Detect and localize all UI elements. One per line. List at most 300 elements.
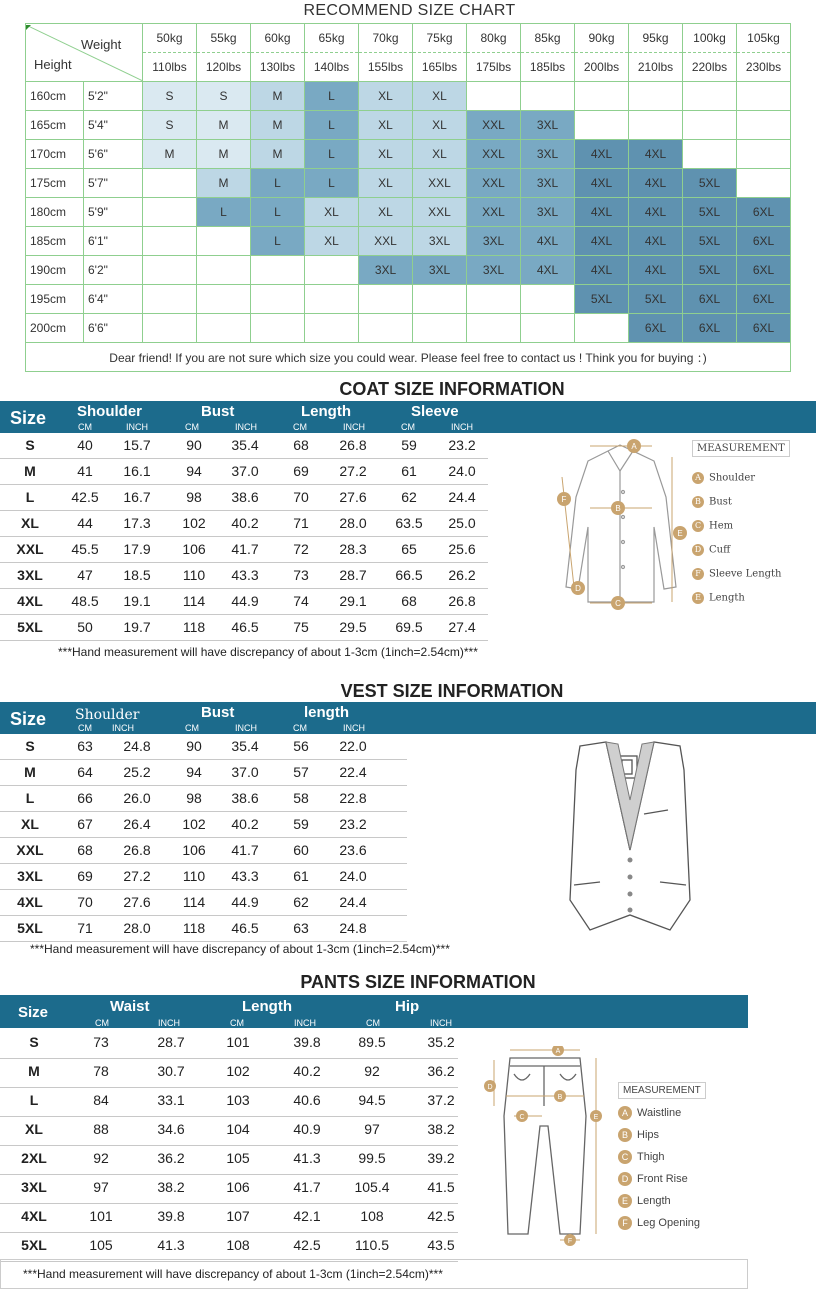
recommend-title: RECOMMEND SIZE CHART [303,2,516,19]
pants-value-cell: 103 [226,1092,250,1108]
svg-text:E: E [593,1114,599,1121]
weight-lbs-cell: 230lbs [737,53,791,82]
pants-value-cell: 97 [364,1121,380,1137]
coat-value-cell: 73 [293,567,309,583]
pants-value-cell: 43.5 [427,1237,455,1253]
height-row [26,140,791,169]
coat-value-cell: 50 [77,619,93,635]
vest-size-cell: 4XL [17,894,43,910]
coat-value-cell: 24.4 [448,489,476,505]
height-cm-cell: 175cm [26,169,84,198]
size-cell [359,285,413,314]
vest-value-cell: 58 [293,790,309,806]
coat-row-divider [0,588,488,589]
size-cell: L [251,227,305,256]
height-inch-cell: 6'2" [84,256,143,285]
size-cell: 4XL [575,198,629,227]
height-row [26,256,791,285]
vest-size-cell: L [25,790,35,806]
vest-note: ***Hand measurement will have discrepancy of about 1-3cm (1inch=2.54cm)*** [30,942,450,956]
size-cell: XXL [413,198,467,227]
vest-value-cell: 118 [182,920,206,936]
size-cell: M [197,111,251,140]
height-label: Height [34,56,72,72]
svg-text:C: C [615,599,621,608]
coat-value-cell: 40 [77,437,93,453]
vest-size-header: Size [10,709,47,729]
vest-value-cell: 59 [293,816,309,832]
coat-legend-label: Hem [709,520,734,532]
pants-legend-label: Waistline [637,1106,682,1119]
weight-kg-cell: 65kg [305,24,359,53]
pants-row-divider [0,1174,458,1175]
coat-value-cell: 110 [182,567,206,583]
size-cell: 5XL [683,198,737,227]
coat-legend-label: Cuff [709,544,731,556]
pants-value-cell: 40.6 [293,1092,321,1108]
pants-legend-marker: F [618,1216,632,1230]
pants-legend-marker: A [618,1106,632,1120]
coat-value-cell: 15.7 [123,437,151,453]
pants-value-cell: 38.2 [157,1179,185,1195]
pants-value-cell: 42.1 [293,1208,321,1224]
size-cell: 4XL [575,140,629,169]
weight-kg-cell: 60kg [251,24,305,53]
svg-text:F: F [561,495,567,504]
coat-value-cell: 40.2 [231,515,259,531]
size-cell: M [251,82,305,111]
pants-size-cell: 4XL [21,1208,47,1224]
size-cell: 5XL [683,227,737,256]
weight-label: Weight [81,36,122,52]
pants-value-cell: 84 [93,1092,109,1108]
coat-value-cell: 114 [182,593,206,609]
vest-value-cell: 69 [77,868,93,884]
coat-value-cell: 65 [401,541,417,557]
weight-lbs-cell: 200lbs [575,53,629,82]
coat-legend-item [692,568,782,580]
size-cell [251,314,305,343]
coat-value-cell: 48.5 [71,593,99,609]
size-cell [305,314,359,343]
coat-legend-item [692,520,733,532]
height-row [26,227,791,256]
size-cell [467,82,521,111]
weight-kg-cell: 95kg [629,24,683,53]
coat-value-cell: 17.9 [123,541,151,557]
size-cell: XXL [413,169,467,198]
vest-value-cell: 38.6 [231,790,259,806]
pants-legend-item [618,1128,659,1142]
coat-value-cell: 26.8 [448,593,476,609]
corner-diagonal [26,25,143,81]
vest-size-cell: M [24,764,36,780]
weight-lbs-cell: 140lbs [305,53,359,82]
size-cell: XL [359,82,413,111]
vest-sub-cm: CM [78,723,92,733]
pants-note: ***Hand measurement will have discrepancy of about 1-3cm (1inch=2.54cm)*** [23,1267,443,1281]
pants-value-cell: 101 [226,1034,250,1050]
pants-value-cell: 39.8 [157,1208,185,1224]
coat-sub-inch: INCH [451,422,473,432]
pants-value-cell: 36.2 [157,1150,185,1166]
pants-legend-item [618,1194,671,1208]
weight-kg-cell: 85kg [521,24,575,53]
size-cell: 4XL [575,256,629,285]
coat-value-cell: 44.9 [231,593,259,609]
coat-value-cell: 28.0 [339,515,367,531]
weight-kg-cell: 90kg [575,24,629,53]
size-cell: 3XL [521,169,575,198]
coat-title: COAT SIZE INFORMATION [339,379,565,399]
coat-value-cell: 70 [293,489,309,505]
size-cell [737,111,791,140]
pants-legend-item [618,1150,665,1164]
size-cell: S [143,82,197,111]
size-cell [737,140,791,169]
size-cell [413,314,467,343]
pants-illustration [484,1046,609,1246]
pants-sub-inch: INCH [430,1018,452,1028]
size-cell [305,256,359,285]
coat-sub-cm: CM [185,422,199,432]
coat-value-cell: 27.6 [339,489,367,505]
coat-legend [692,440,802,610]
coat-size-cell: XL [21,515,39,531]
coat-size-cell: 5XL [17,619,43,635]
vest-header-bar [0,702,816,734]
size-cell [521,285,575,314]
vest-value-cell: 64 [77,764,93,780]
size-cell [197,256,251,285]
pants-legend [618,1082,738,1242]
size-cell: 5XL [629,285,683,314]
coat-value-cell: 98 [186,489,202,505]
size-cell: 6XL [683,285,737,314]
coat-size-cell: 4XL [17,593,43,609]
coat-sub-cm: CM [401,422,415,432]
height-inch-cell: 5'6" [84,140,143,169]
height-inch-cell: 6'4" [84,285,143,314]
height-inch-cell: 5'4" [84,111,143,140]
size-cell: XXL [359,227,413,256]
weight-lbs-cell: 175lbs [467,53,521,82]
pants-header-waist: Waist [110,998,150,1015]
size-cell: M [197,140,251,169]
vest-header-shoulder: Shoulder [75,707,140,723]
coat-value-cell: 47 [77,567,93,583]
size-cell: M [251,111,305,140]
vest-value-cell: 43.3 [231,868,259,884]
vest-value-cell: 63 [77,738,93,754]
pants-sub-cm: CM [366,1018,380,1028]
weight-lbs-cell: 155lbs [359,53,413,82]
vest-value-cell: 106 [182,842,206,858]
vest-value-cell: 23.6 [339,842,367,858]
vest-value-cell: 63 [293,920,309,936]
coat-value-cell: 69 [293,463,309,479]
vest-row-divider [0,889,407,890]
pants-value-cell: 37.2 [427,1092,455,1108]
coat-value-cell: 28.3 [339,541,367,557]
coat-value-cell: 37.0 [231,463,259,479]
vest-sub-inch: INCH [343,723,365,733]
vest-value-cell: 70 [77,894,93,910]
size-cell: 4XL [629,256,683,285]
coat-size-cell: M [24,463,36,479]
size-cell: L [251,198,305,227]
vest-size-cell: S [25,738,35,754]
size-cell: XL [359,111,413,140]
size-cell: 4XL [629,198,683,227]
coat-legend-title: MEASUREMENT [692,440,790,457]
coat-size-cell: XXL [16,541,44,557]
vest-value-cell: 22.4 [339,764,367,780]
size-cell [197,285,251,314]
pants-size-cell: M [28,1063,40,1079]
pants-value-cell: 39.2 [427,1150,455,1166]
coat-value-cell: 43.3 [231,567,259,583]
size-cell [143,198,197,227]
coat-value-cell: 28.7 [339,567,367,583]
coat-sub-inch: INCH [126,422,148,432]
size-cell [197,227,251,256]
size-cell [413,285,467,314]
coat-value-cell: 29.5 [339,619,367,635]
size-cell: 4XL [521,227,575,256]
pants-size-header: Size [18,1004,49,1021]
size-cell: 4XL [575,227,629,256]
pants-sub-cm: CM [95,1018,109,1028]
coat-value-cell: 42.5 [71,489,99,505]
pants-header-hip: Hip [395,998,420,1015]
pants-row-divider [0,1203,458,1204]
size-cell: L [197,198,251,227]
vest-header-bust: Bust [201,704,235,721]
pants-legend-label: Length [637,1194,671,1207]
size-cell: 6XL [737,285,791,314]
pants-value-cell: 34.6 [157,1121,185,1137]
weight-kg-row [26,24,791,53]
coat-header-length: Length [301,403,351,420]
size-cell [575,314,629,343]
vest-value-cell: 26.4 [123,816,151,832]
vest-size-cell: 5XL [17,920,43,936]
pants-legend-marker: C [618,1150,632,1164]
coat-value-cell: 45.5 [71,541,99,557]
vest-value-cell: 22.8 [339,790,367,806]
pants-header-length: Length [242,998,292,1015]
vest-value-cell: 23.2 [339,816,367,832]
coat-size-cell: S [25,437,35,453]
coat-value-cell: 94 [186,463,202,479]
weight-lbs-cell: 210lbs [629,53,683,82]
pants-value-cell: 92 [93,1150,109,1166]
coat-row-divider [0,614,488,615]
coat-legend-label: Sleeve Length [709,568,782,580]
coat-value-cell: 41 [77,463,93,479]
coat-legend-marker: F [692,568,704,580]
pants-legend-label: Hips [637,1128,660,1141]
vest-value-cell: 61 [293,868,309,884]
size-cell [467,285,521,314]
size-cell: 6XL [683,314,737,343]
pants-value-cell: 101 [89,1208,113,1224]
coat-value-cell: 68 [401,593,417,609]
pants-value-cell: 88 [93,1121,109,1137]
pants-value-cell: 102 [226,1063,250,1079]
coat-value-cell: 17.3 [123,515,151,531]
coat-value-cell: 26.8 [339,437,367,453]
coat-value-cell: 19.1 [123,593,151,609]
size-cell: 6XL [629,314,683,343]
height-row [26,169,791,198]
coat-value-cell: 44 [77,515,93,531]
coat-legend-label: Bust [709,496,732,508]
coat-value-cell: 35.4 [231,437,259,453]
vest-sub-cm: CM [185,723,199,733]
pants-sub-inch: INCH [158,1018,180,1028]
vest-row-divider [0,863,407,864]
size-cell [629,82,683,111]
vest-title: VEST SIZE INFORMATION [340,681,564,701]
weight-kg-cell: 70kg [359,24,413,53]
coat-value-cell: 46.5 [231,619,259,635]
pants-legend-marker: E [618,1194,632,1208]
vest-value-cell: 102 [182,816,206,832]
vest-value-cell: 90 [186,738,202,754]
coat-legend-item [692,472,755,484]
pants-value-cell: 97 [93,1179,109,1195]
weight-kg-cell: 105kg [737,24,791,53]
vest-size-cell: XXL [16,842,44,858]
coat-value-cell: 68 [293,437,309,453]
pants-title: PANTS SIZE INFORMATION [300,972,536,992]
height-cm-cell: 165cm [26,111,84,140]
size-cell [143,227,197,256]
size-cell: XL [359,198,413,227]
size-cell: S [143,111,197,140]
pants-legend-label: Thigh [637,1150,665,1163]
weight-kg-cell: 100kg [683,24,737,53]
pants-value-cell: 41.3 [157,1237,185,1253]
size-cell [143,256,197,285]
coat-row-divider [0,562,488,563]
vest-value-cell: 28.0 [123,920,151,936]
weight-kg-cell: 75kg [413,24,467,53]
coat-value-cell: 62 [401,489,417,505]
coat-value-cell: 41.7 [231,541,259,557]
coat-legend-item [692,544,730,556]
coat-value-cell: 63.5 [395,515,423,531]
height-row [26,111,791,140]
coat-sub-cm: CM [78,422,92,432]
coat-value-cell: 16.1 [123,463,151,479]
size-cell: M [251,140,305,169]
coat-size-cell: 3XL [17,567,43,583]
vest-row-divider [0,811,407,812]
size-cell: 6XL [737,198,791,227]
coat-value-cell: 19.7 [123,619,151,635]
vest-value-cell: 71 [77,920,93,936]
pants-value-cell: 41.5 [427,1179,455,1195]
weight-kg-cell: 80kg [467,24,521,53]
height-cm-cell: 190cm [26,256,84,285]
recommend-table-body [26,24,791,372]
coat-size-cell: L [25,489,35,505]
weight-lbs-cell: 110lbs [143,53,197,82]
size-cell: 3XL [521,198,575,227]
size-cell: XXL [467,198,521,227]
coat-sub-cm: CM [293,422,307,432]
pants-legend-item [618,1172,688,1186]
coat-legend-item [692,496,732,508]
height-row [26,82,791,111]
size-cell [683,111,737,140]
size-cell: XXL [467,140,521,169]
vest-value-cell: 25.2 [123,764,151,780]
size-cell [251,256,305,285]
coat-illustration [550,437,690,612]
size-cell: 4XL [629,227,683,256]
corner-header [26,24,143,82]
coat-value-cell: 18.5 [123,567,151,583]
size-cell [467,314,521,343]
coat-row-divider [0,458,488,459]
vest-row-divider [0,759,407,760]
weight-lbs-cell: 165lbs [413,53,467,82]
vest-sub-cm: CM [293,723,307,733]
coat-value-cell: 118 [182,619,206,635]
size-cell: M [143,140,197,169]
vest-header-length: length [304,704,349,721]
pants-value-cell: 110.5 [355,1237,389,1253]
size-cell: 6XL [737,227,791,256]
pants-value-cell: 108 [226,1237,250,1253]
pants-value-cell: 107 [226,1208,250,1224]
pants-size-cell: L [29,1092,39,1108]
coat-value-cell: 90 [186,437,202,453]
coat-header-bust: Bust [201,403,235,420]
pants-value-cell: 36.2 [427,1063,455,1079]
size-cell: L [305,82,359,111]
coat-value-cell: 27.4 [448,619,476,635]
coat-header-sleeve: Sleeve [411,403,459,420]
size-cell: 3XL [521,140,575,169]
size-cell: XL [305,227,359,256]
coat-value-cell: 29.1 [339,593,367,609]
size-cell: 4XL [575,169,629,198]
size-cell [683,140,737,169]
vest-value-cell: 66 [77,790,93,806]
size-cell [575,82,629,111]
vest-value-cell: 94 [186,764,202,780]
vest-value-cell: 68 [77,842,93,858]
pants-row-divider [0,1145,458,1146]
pants-value-cell: 104 [226,1121,250,1137]
vest-value-cell: 46.5 [231,920,259,936]
svg-text:E: E [677,529,683,538]
pants-row-divider [0,1058,458,1059]
size-cell [143,169,197,198]
coat-row-divider [0,484,488,485]
size-cell: XL [359,140,413,169]
pants-value-cell: 106 [226,1179,250,1195]
size-cell [575,111,629,140]
svg-text:B: B [615,504,621,513]
size-cell [737,169,791,198]
coat-legend-marker: C [692,520,704,532]
